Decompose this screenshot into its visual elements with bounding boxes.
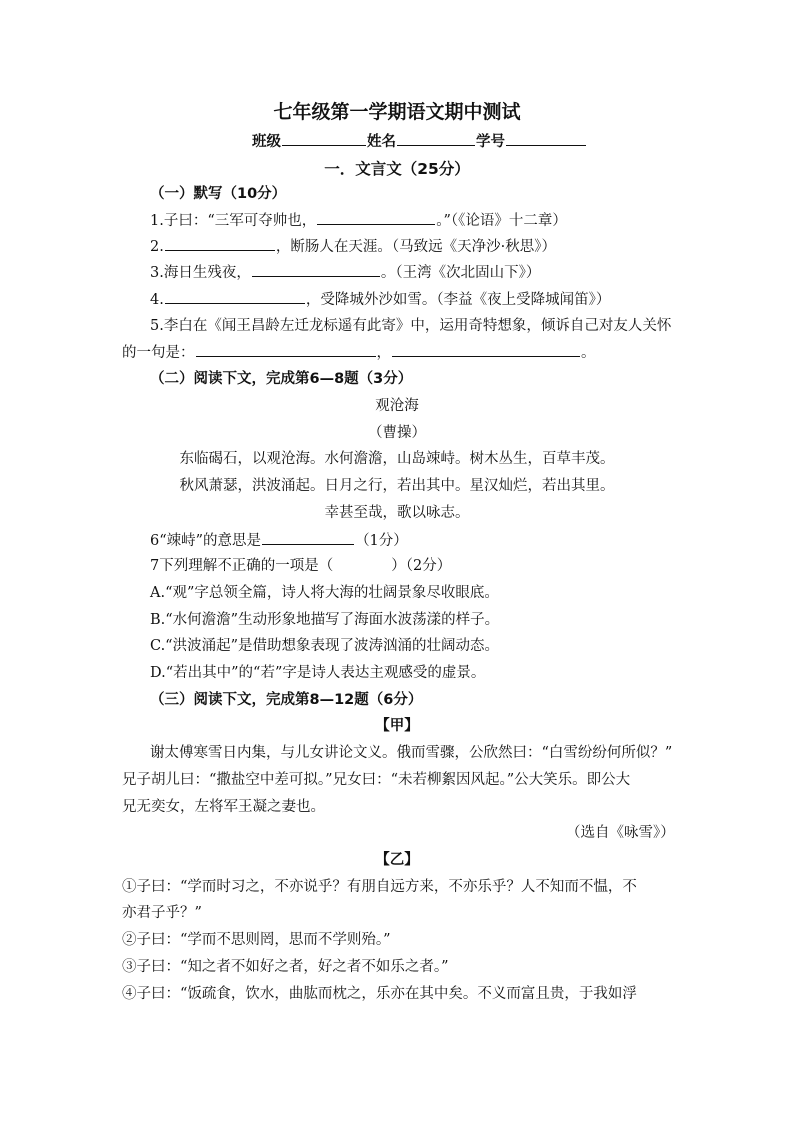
q6-answer-blank[interactable] [262,530,354,545]
passage-yi-line: ④子曰：“饭疏食，饮水，曲肱而枕之，乐亦在其中矣。不义而富且贵，于我如浮 [122,986,637,1002]
question-1: 1.子曰：“三军可夺帅也， 。”（《论语》十二章） [150,210,567,231]
part1-heading: （一）默写（10分） [150,186,287,202]
q1-answer-blank[interactable] [317,210,435,225]
q3-answer-blank[interactable] [252,262,380,277]
passage-jia-source: （选自《咏雪》） [566,825,675,841]
passage-yi-line: ②子曰：“学而不思则罔，思而不学则殆。” [122,932,391,948]
question-3: 3.海日生残夜， 。（王湾《次北固山下》） [150,262,540,283]
page-title: 七年级第一学期语文期中测试 [273,101,521,123]
passage-jia-line: 兄子胡儿曰：“撒盐空中差可拟。”兄女曰：“未若柳絮因风起。”公大笑乐。即公大 [122,772,631,788]
q2-answer-blank[interactable] [165,236,275,251]
class-field[interactable] [282,131,366,146]
question-2: 2. ，断肠人在天涯。（马致远《天净沙·秋思》） [150,236,556,257]
passage-jia-line: 谢太傅寒雪日内集，与儿女讲论文义。俄而雪骤，公欣然曰：“白雪纷纷何所似？” [150,745,673,761]
passage-yi-label: 【乙】 [375,852,419,868]
part2-heading: （二）阅读下文，完成第6—8题（3分） [150,371,413,387]
question-6: 6“竦峙”的意思是 （1分） [150,530,408,551]
poem-line: 东临碣石，以观沧海。水何澹澹，山岛竦峙。树木丛生，百草丰茂。 [179,451,615,467]
passage-yi-line: ③子曰：“知之者不如好之者，好之者不如乐之者。” [122,959,449,975]
question-7: 7下列理解不正确的一项是（ ）（2分） [150,558,452,574]
poem-title: 观沧海 [375,398,419,414]
option-c[interactable]: C.“洪波涌起”是借助想象表现了波涛汹涌的壮阔动态。 [150,638,500,654]
passage-jia-label: 【甲】 [375,718,419,734]
poem-line: 幸甚至哉，歌以咏志。 [324,505,470,521]
id-label: 学号 [476,134,505,150]
name-field[interactable] [397,131,475,146]
option-a[interactable]: A.“观”字总领全篇，诗人将大海的壮阔景象尽收眼底。 [150,585,499,601]
part3-heading: （三）阅读下文，完成第8—12题（6分） [150,692,423,708]
question-4: 4. ，受降城外沙如雪。（李益《夜上受降城闻笛》） [150,289,610,310]
id-field[interactable] [506,131,586,146]
passage-yi-line: ①子曰：“学而时习之，不亦说乎？有朋自远方来，不亦乐乎？人不知而不愠，不 [122,879,637,895]
question-5-line2: 的一句是： ， 。 [122,342,596,363]
option-d[interactable]: D.“若出其中”的“若”字是诗人表达主观感受的虚景。 [150,665,486,681]
section-heading: 一．文言文（25分） [324,160,470,178]
q5-answer-blank-1[interactable] [196,342,376,357]
q5-answer-blank-2[interactable] [392,342,580,357]
name-label: 姓名 [367,134,396,150]
passage-yi-line: 亦君子乎？” [122,905,202,921]
student-info-line [252,131,587,152]
question-5-line1: 5.李白在《闻王昌龄左迁龙标遥有此寄》中，运用奇特想象，倾诉自己对友人关怀 [150,318,672,334]
poem-author: （曹操） [368,425,426,441]
option-b[interactable]: B.“水何澹澹”生动形象地描写了海面水波荡漾的样子。 [150,612,500,628]
poem-line: 秋风萧瑟，洪波涌起。日月之行，若出其中。星汉灿烂，若出其里。 [179,478,615,494]
q4-answer-blank[interactable] [165,289,305,304]
class-label: 班级 [252,134,281,150]
passage-jia-line: 兄无奕女，左将军王凝之妻也。 [122,799,325,815]
